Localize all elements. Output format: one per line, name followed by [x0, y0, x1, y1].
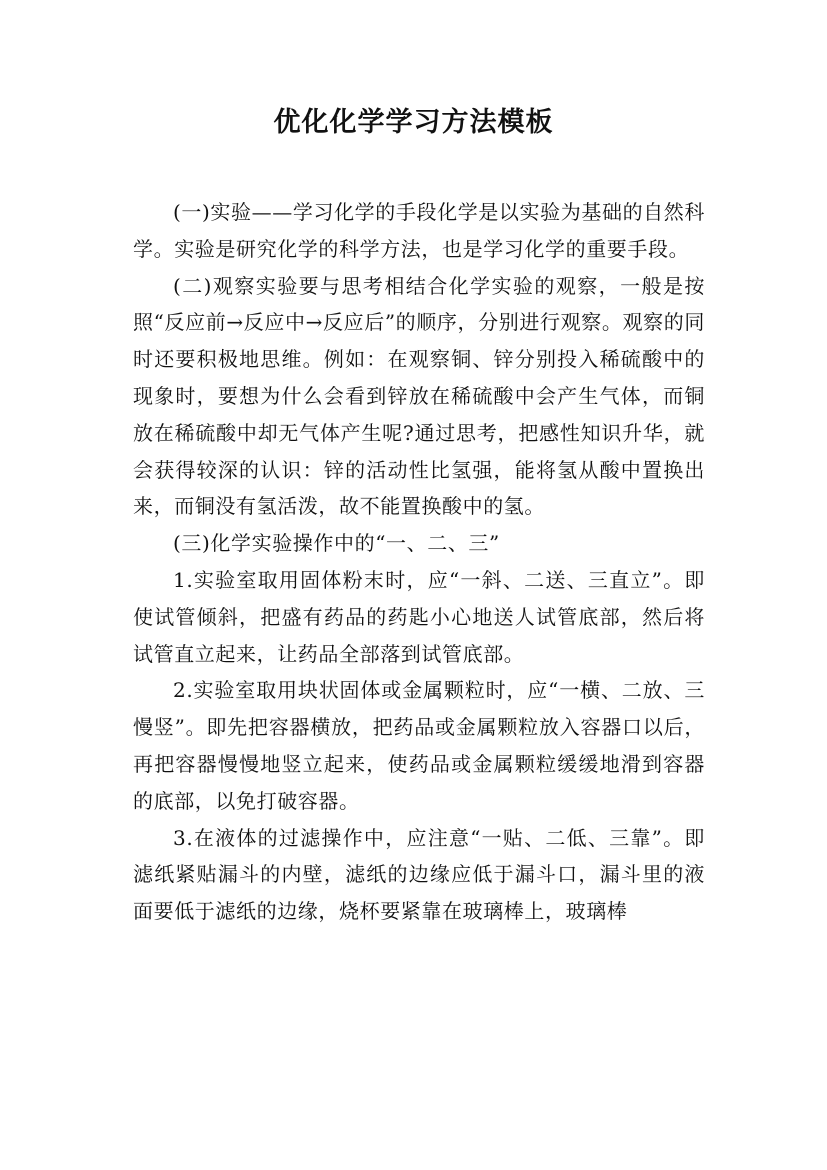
document-title: 优化化学学习方法模板 — [273, 107, 554, 138]
paragraph-solid-rule: 2.实验室取用块状固体或金属颗粒时，应“一横、二放、三慢竖”。即先把容器横放，把药品或金属颗粒放入容器口以后，再把容器慢慢地竖立起来，使药品或金属颗粒缓缓地滑到容器的底部，以免打破容器。 — [133, 678, 705, 813]
document-body — [133, 194, 705, 930]
paragraph-filtration-rule: 3.在液体的过滤操作中，应注意“一贴、二低、三靠”。即滤纸紧贴漏斗的内壁，滤纸的边缘应低于漏斗口，漏斗里的液面要低于滤纸的边缘，烧杯要紧靠在玻璃棒上，玻璃棒 — [133, 825, 705, 924]
paragraph-powder-rule: 1.实验室取用固体粉末时，应“一斜、二送、三直立”。即使试管倾斜，把盛有药品的药匙小心地送人试管底部，然后将试管直立起来，让药品全部落到试管底部。 — [133, 567, 705, 666]
paragraph-experiment-means: (一)实验——学习化学的手段化学是以实验为基础的自然科学。实验是研究化学的科学方法，也是学习化学的重要手段。 — [133, 200, 705, 261]
paragraph-operation-heading: (三)化学实验操作中的“一、二、三” — [173, 531, 500, 556]
paragraph-observation-thinking: (二)观察实验要与思考相结合化学实验的观察，一般是按照“反应前→反应中→反应后”的顺序，分别进行观察。观察的同时还要积极地思维。例如：在观察铜、锌分别投入稀硫酸中的现象时，要想为什么会看到锌放在稀硫酸中会产生气体，而铜放在稀硫酸中却无气体产生呢?通过思考，把感性知识升华，就会获得较深的认识：锌的活动性比氢强，能将氢从酸中置换出来，而铜没有氢活泼，故不能置换酸中的氢。 — [133, 273, 705, 519]
